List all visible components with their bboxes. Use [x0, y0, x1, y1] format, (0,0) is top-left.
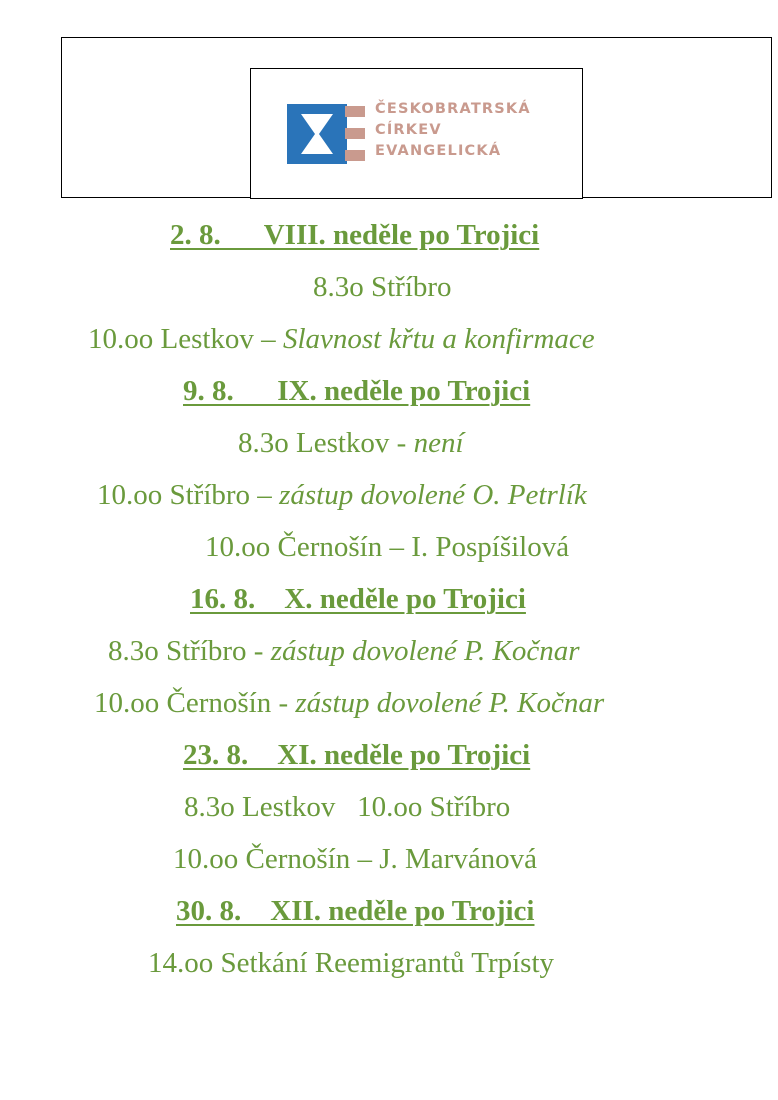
sunday-heading-3: 16. 8. X. neděle po Trojici: [190, 583, 526, 615]
service-line: 8.3o Stříbro: [313, 271, 452, 303]
hourglass-chalice-icon: [287, 104, 365, 164]
service-line: 10.oo Černošín – J. Marvánová: [173, 843, 538, 875]
church-logo: [250, 68, 583, 199]
logo-line-2: CÍRKEV: [375, 122, 442, 138]
sunday-heading-4: 23. 8. XI. neděle po Trojici: [183, 739, 531, 771]
service-line: 8.3o Stříbro - zástup dovolené P. Kočnar: [108, 635, 580, 667]
logo-line-3: EVANGELICKÁ: [375, 143, 502, 159]
service-line: 14.oo Setkání Reemigrantů Trpísty: [148, 947, 554, 979]
service-line: 10.oo Lestkov – Slavnost křtu a konfirmace: [88, 323, 595, 355]
service-line: 8.3o Lestkov - není: [238, 427, 464, 459]
logo-wordmark: [375, 99, 531, 162]
service-line: 8.3o Lestkov 10.oo Stříbro: [184, 791, 511, 823]
sunday-heading-5: 30. 8. XII. neděle po Trojici: [176, 895, 535, 927]
sunday-heading-1: 2. 8. VIII. neděle po Trojici: [170, 219, 540, 251]
service-line: 10.oo Stříbro – zástup dovolené O. Petrlík: [97, 479, 587, 511]
logo-line-1: ČESKOBRATRSKÁ: [375, 101, 531, 117]
service-line: 10.oo Černošín – I. Pospíšilová: [205, 531, 570, 563]
sunday-heading-2: 9. 8. IX. neděle po Trojici: [183, 375, 531, 407]
service-line: 10.oo Černošín - zástup dovolené P. Kočnar: [94, 687, 605, 719]
